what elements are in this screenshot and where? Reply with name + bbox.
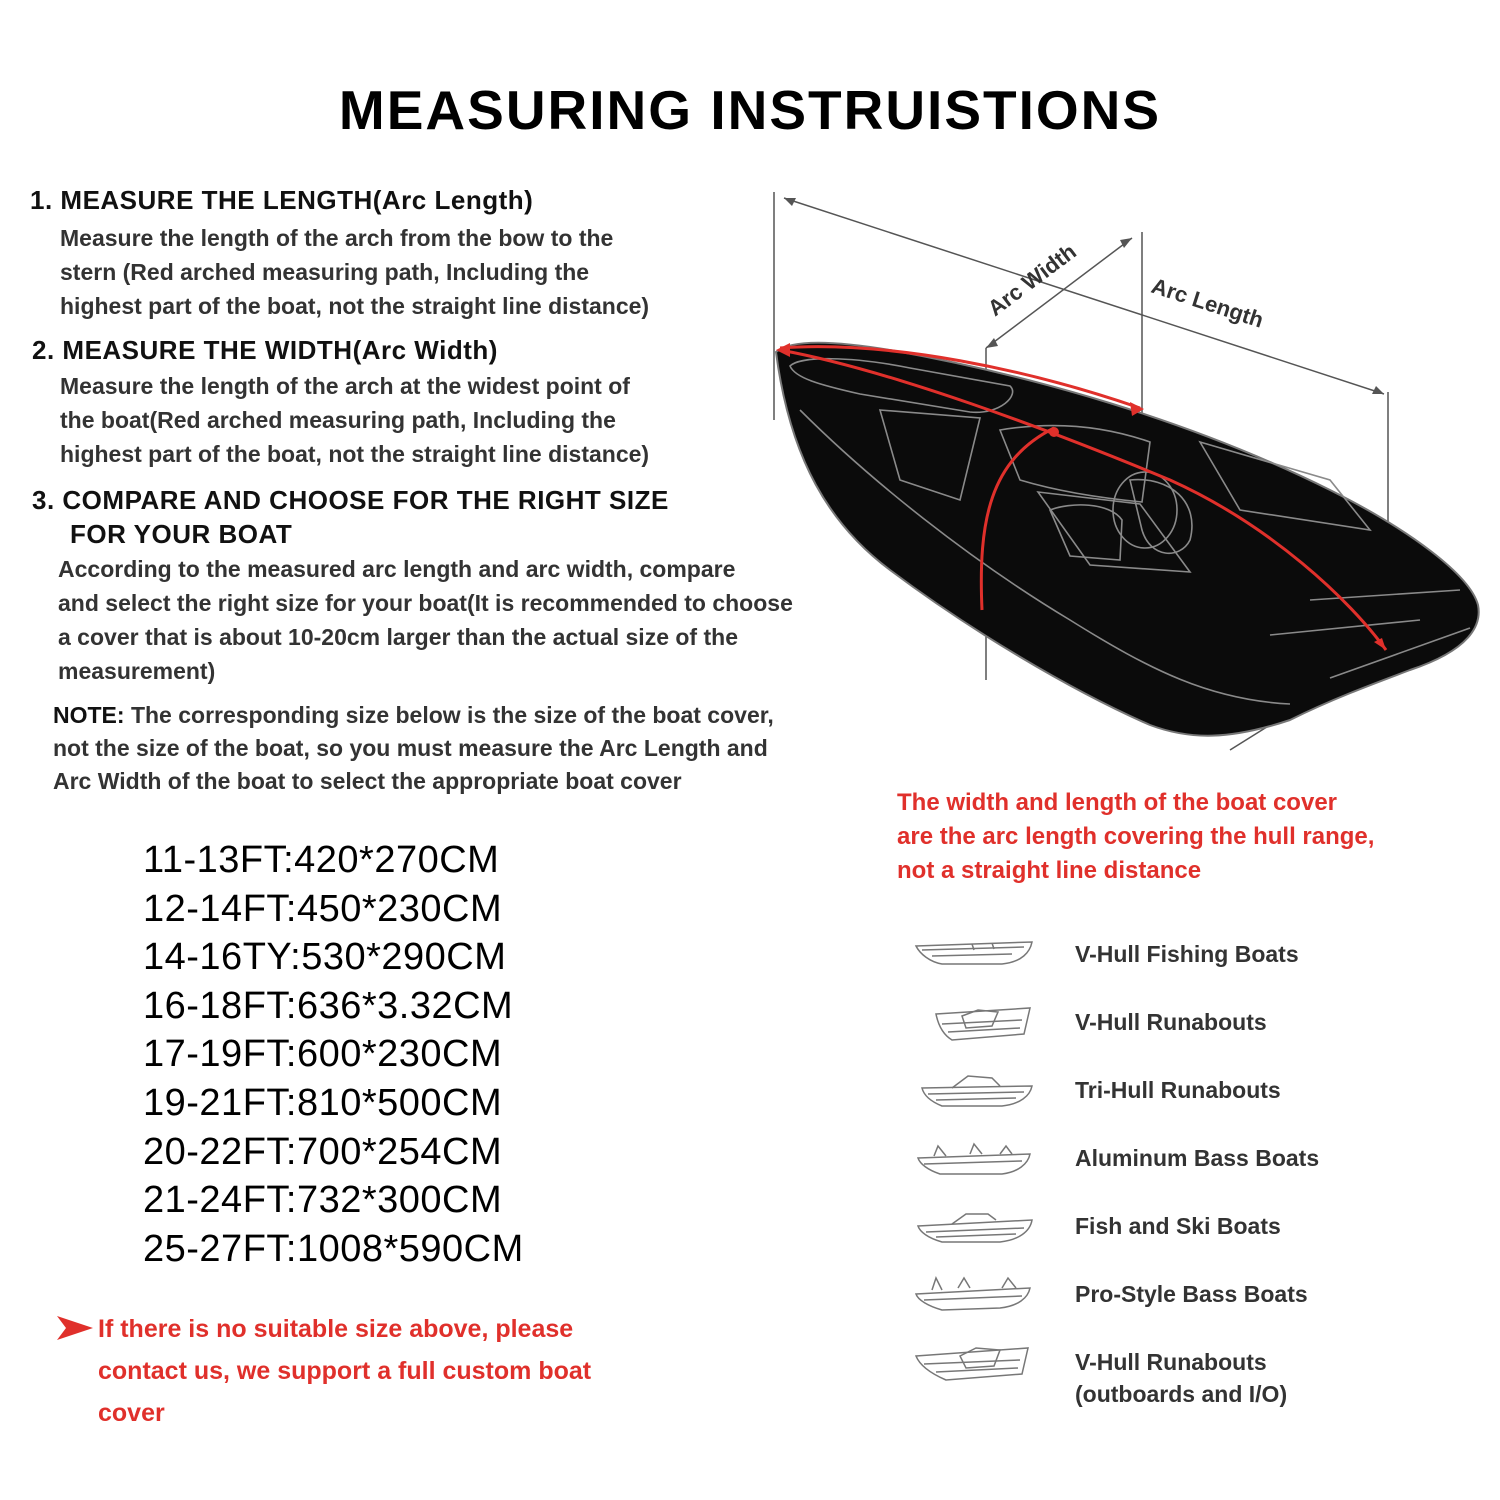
size-item: 21-24FT:732*300CM	[143, 1179, 503, 1222]
aluminum-bass-boat-icon	[912, 1136, 1037, 1180]
step-1-line: highest part of the boat, not the straight line distance)	[60, 293, 650, 319]
boat-type-label: Fish and Ski Boats	[1075, 1213, 1281, 1239]
tri-hull-runabout-icon	[912, 1068, 1037, 1112]
v-hull-fishing-boat-icon	[912, 932, 1037, 972]
size-item: 20-22FT:700*254CM	[143, 1130, 503, 1173]
note-line: not the size of the boat, so you must measure the Arc Length and	[53, 735, 768, 761]
step-3-heading-line-2: FOR YOUR BOAT	[70, 519, 293, 549]
pro-style-bass-boat-icon	[912, 1272, 1037, 1316]
red-note	[897, 786, 1497, 888]
v-hull-runabout-outboard-icon	[912, 1340, 1037, 1384]
boat-type-item	[912, 994, 1492, 1050]
custom-note-line: contact us, we support a full custom boat	[98, 1357, 592, 1385]
size-item: 25-27FT:1008*590CM	[143, 1227, 524, 1270]
step-1-body	[60, 221, 780, 323]
step-2-heading: 2. MEASURE THE WIDTH(Arc Width)	[32, 335, 498, 365]
red-note-line: not a straight line distance	[897, 857, 1202, 884]
boat-type-item	[912, 1266, 1492, 1322]
boat-hull	[776, 343, 1479, 736]
custom-note-line: cover	[98, 1399, 165, 1427]
arc-length-label: Arc Length	[1148, 272, 1267, 333]
step-3-line: measurement)	[58, 658, 216, 684]
note-label: NOTE:	[53, 702, 125, 728]
size-item: 12-14FT:450*230CM	[143, 887, 503, 930]
size-item: 16-18FT:636*3.32CM	[143, 984, 514, 1027]
step-1-heading: 1. MEASURE THE LENGTH(Arc Length)	[30, 185, 534, 215]
boat-type-label: Tri-Hull Runabouts	[1075, 1077, 1281, 1103]
red-arrow-icon	[57, 1316, 93, 1340]
v-hull-runabout-icon	[912, 1000, 1037, 1044]
custom-size-note	[57, 1308, 707, 1434]
step-2-line: highest part of the boat, not the straight line distance)	[60, 441, 650, 467]
boat-type-label: Aluminum Bass Boats	[1075, 1145, 1320, 1171]
boat-type-item	[912, 1334, 1492, 1414]
boat-type-item	[912, 926, 1492, 982]
arc-width-label: Arc Width	[982, 238, 1081, 321]
boat-type-item	[912, 1198, 1492, 1254]
boat-type-label: V-Hull Runabouts	[1075, 1009, 1267, 1035]
boat-type-label	[1075, 1346, 1287, 1410]
boat-type-label: V-Hull Fishing Boats	[1075, 941, 1299, 967]
step-3-line: According to the measured arc length and arc width, compare	[58, 556, 736, 582]
boat-type-label-line: V-Hull Runabouts	[1075, 1349, 1267, 1375]
red-note-line: are the arc length covering the hull range,	[897, 823, 1375, 850]
step-2-body	[60, 369, 780, 471]
size-item: 17-19FT:600*230CM	[143, 1033, 503, 1076]
boat-type-item	[912, 1130, 1492, 1186]
step-3-heading	[32, 483, 832, 551]
step-3-line: and select the right size for your boat(It is recommended to choose	[58, 590, 793, 616]
fish-and-ski-boat-icon	[912, 1204, 1037, 1248]
boat-measurement-diagram	[770, 180, 1500, 760]
step-2-line: the boat(Red arched measuring path, Including the	[60, 407, 616, 433]
step-3-heading-line-1: 3. COMPARE AND CHOOSE FOR THE RIGHT SIZE	[32, 485, 669, 515]
red-note-line: The width and length of the boat cover	[897, 789, 1338, 816]
step-1-line: stern (Red arched measuring path, Including the	[60, 259, 590, 285]
step-2-line: Measure the length of the arch at the widest point of	[60, 373, 630, 399]
size-item: 14-16TY:530*290CM	[143, 936, 507, 979]
note-line: Arc Width of the boat to select the appropriate boat cover	[53, 768, 682, 794]
boat-type-label: Pro-Style Bass Boats	[1075, 1281, 1308, 1307]
step-1-line: Measure the length of the arch from the bow to the	[60, 225, 614, 251]
size-item: 11-13FT:420*270CM	[143, 839, 500, 881]
size-item: 19-21FT:810*500CM	[143, 1081, 503, 1124]
size-list	[143, 836, 524, 1273]
custom-note-line: If there is no suitable size above, please	[98, 1315, 574, 1343]
boat-type-item	[912, 1062, 1492, 1118]
boat-type-label-line: (outboards and I/O)	[1075, 1381, 1288, 1407]
step-3-line: a cover that is about 10-20cm larger than the actual size of the	[58, 624, 738, 650]
page-title: MEASURING INSTRUISTIONS	[338, 79, 1162, 141]
note-line: The corresponding size below is the size of the boat cover,	[124, 702, 774, 728]
